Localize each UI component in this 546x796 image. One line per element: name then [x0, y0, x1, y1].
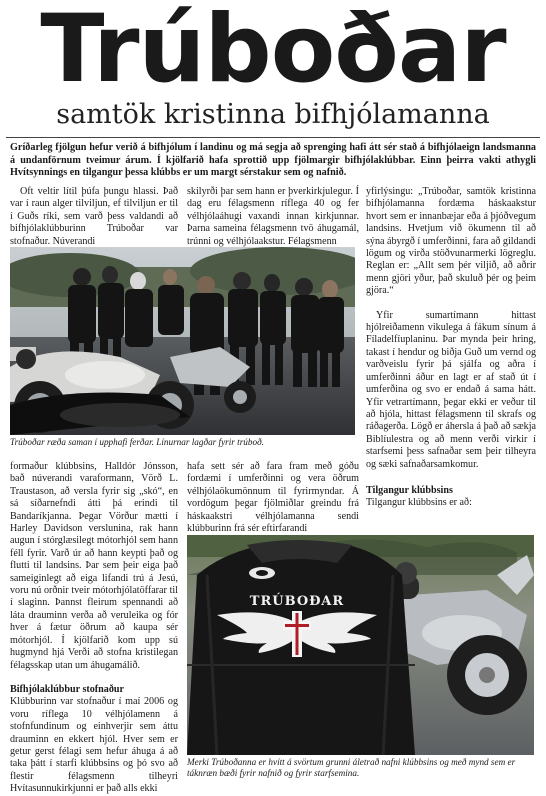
col1-bottom-text: formaður klúbbsins, Halldór Jónsson, bað núverandi varaformann, Vörð L. Traustason, að versla fyrir sig „skó“, en sá síðarnefndi átti þá erindi til Bandaríkjanna. Þegar Vörður mætti í Harley Davidson verslunina, rak hann augun í stórglæsilegt mótorhjól sem hann féll fyrir. Varð úr að hann keypti það og flutti til landsins. Þar sem þeir eiga það sameiginlegt að eiga lifandi trú á Jesú, voru nú orðnir tveir mótorhjólatöffarar til í slaginn. Þannst fleirum spennandi að láta drauminn verða að veruleika og fór hver á fætur öðrum að kaupa sér mótorhjól. Í kjölfarið kom upp sú hugmynd hjá Verði að stofna kristilegan félagsskap utan um áhugamálið.: [10, 461, 178, 671]
photo-club-jacket: [187, 535, 534, 755]
col1-last-text: Klúbburinn var stofnaður í maí 2006 og voru ríflega 10 vélhjólamenn á stofnfundinum og einhverjir sem áttu drauminn en ekkert hjól. Hver sem er getur gerst félagi sem hefur áhuga á að taka þátt í starfi klúbbsins og þó svo að flestir félagsmenn tilheyri Hvítasunnukirkjunni er það alls ekki: [10, 696, 178, 795]
col2-top-text: skilyrði þar sem hann er þverkirkjulegur. Í dag eru félagsmenn ríflega 40 og fer vélhjólaáhugi vaxandi innan kirkjunnar. Þarna sameina félagsmenn tvö áhugamál, trúnni og vélhjólaakstur. Félagsmenn: [187, 186, 359, 247]
col2-top: [187, 186, 359, 248]
masthead-subtitle: samtök kristinna bifhjólamanna: [56, 99, 490, 130]
caption-club-jacket: Merki Trúboðanna er hvítt á svörtum grunni áletrað nafni klúbbsins og með mynd sem er táknræn bæði fyrir nafnið og fyrir starfsemina.: [187, 757, 516, 779]
col2-bottom: [187, 461, 359, 535]
col3-mid-text: Yfir sumartímann hittast hjólreiðamenn vikulega á fákum sínum á Fíladelfíuplaninu. Þar mynda þeir hring, takast í hendur og biðja Guð um vernd og varðveislu fyrir þá sjálfa og aðra í umferðinni áður en lagt er af stað út í umferðina og svo er endað á sama hátt. Yfir vetrartímann, þegar ekki er veður til að hjóla, hittast félagsmenn til skrafs og ráðagerða. Lögð er áhersla á það að sækja Biblíulestra og að menn verði virkir í starfsemi þess safnaðar sem þeir tilheyra og sæki safnaðarsamkomur.: [366, 309, 536, 470]
header-rule: [6, 137, 540, 138]
lead-paragraph: Gríðarleg fjölgun hefur verið á bifhjólum í landinu og má segja að sprenging hafi átt sér stað á bifhjólaeign landsmanna á undanförnum tveimur árum. Í kjölfarið hafa sprottið upp fjölmargir bifhjólaklúbbar. Einn þeirra vakti athygli Hvítsynnings en tilgangur þessa klúbbs er um margt sérstakur sem og nafnið.: [10, 142, 536, 178]
col1-top: [10, 186, 178, 248]
caption-bikers-group: Trúboðar ræða saman í upphafi ferðar. Línurnar lagðar fyrir trúboð.: [10, 437, 264, 447]
col3: [366, 186, 536, 510]
col1-bottom: [10, 461, 178, 796]
club-jacket-image: [187, 535, 534, 755]
patch-text: TRÚBOÐAR: [249, 594, 345, 609]
col2-bottom-text: hafa sett sér að fara fram með góðu fordæmi í umferðinni og vera öðrum vélhjólaökumönnum til fyrirmyndar. Á vordögum þegar fjölmiðlar greindu frá háskaakstri vélhjólamanna sendi klúbburinn frá sér eftirfarandi: [187, 461, 359, 535]
col1-heading: Bifhjólaklúbbur stofnaður: [10, 683, 124, 695]
bikers-group-image: [10, 247, 355, 435]
col3-after-text: Tilgangur klúbbsins er að:: [366, 497, 472, 509]
masthead-title: Trúboðar: [40, 0, 506, 104]
col3-heading: Tilgangur klúbbsins: [366, 484, 453, 496]
col1-top-text: Oft veltir lítil þúfa þungu hlassi. Það var í raun alger tilviljun, ef tilviljun er til í Guðs ríki, sem varð þess valdandi að bifhjólaklúbburinn Trúboðar var stofnaður. Núverandi: [10, 186, 178, 247]
col3-top-text: yfirlýsingu: „Trúboðar, samtök kristinna bifhjólamanna fordæma háskaakstur hvort sem er innanbæjar eða á þjóðvegum landsins. Hvetjum við ökumenn til að sýna ábyrgð í umferðinni, fara að gildandi lögum og virða stöðvunarmerki lögreglu. Reglan er: „Allt sem þér viljið, að aðrir menn gjöri yður, það skuluð þér og þeim gjöra.“: [366, 186, 536, 297]
photo-bikers-group: [10, 247, 355, 435]
